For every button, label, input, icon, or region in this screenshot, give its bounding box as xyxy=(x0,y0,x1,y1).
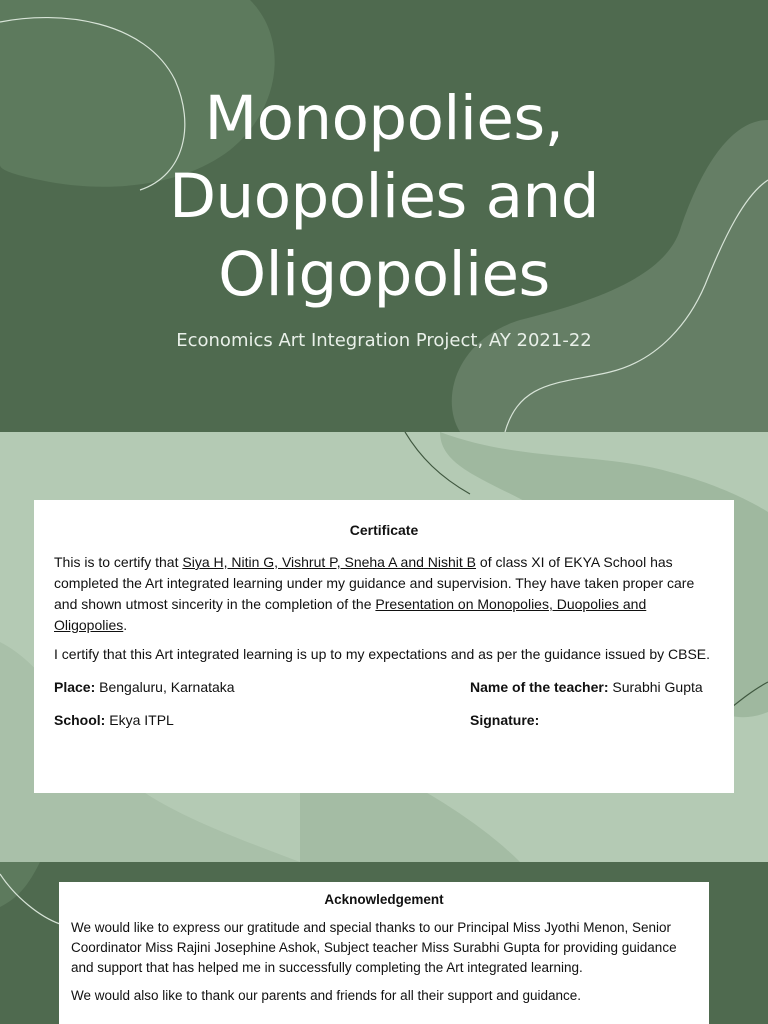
teacher-value: Surabhi Gupta xyxy=(608,679,703,695)
certificate-paragraph-1 xyxy=(54,552,714,636)
acknowledgement-paragraph-1: We would like to express our gratitude and special thanks to our Principal Miss Jyothi Menon, Senior Coordinator Miss Rajini Josephine Ashok, Subject teacher Miss Surabhi Gupta for providing guidance and support that has helped me in successfully completing the Art integrated learning. xyxy=(71,920,677,975)
presentation-subtitle: Economics Art Integration Project, AY 2021-22 xyxy=(176,330,592,351)
presentation-title xyxy=(0,80,768,314)
school-field xyxy=(54,710,470,731)
place-label: Place: xyxy=(54,679,96,695)
certificate-body-text: of class XI of EKYA School has completed the Art integrated learning under my guidance and supervision. They have taken proper care and shown utmost sincerity in the completion of the xyxy=(54,554,695,612)
title-line-2: Duopolies and xyxy=(169,161,599,232)
place-field xyxy=(54,677,470,698)
certificate-paragraph-2: I certify that this Art integrated learning is up to my expectations and as per the guidance issued by CBSE. xyxy=(54,646,711,662)
school-label: School: xyxy=(54,712,106,728)
signature-field xyxy=(470,710,714,731)
teacher-field xyxy=(470,677,714,698)
title-slide xyxy=(0,0,768,432)
signature-label: Signature: xyxy=(470,712,540,728)
title-line-3: Oligopolies xyxy=(218,239,550,310)
place-value: Bengaluru, Karnataka xyxy=(95,679,235,695)
certificate-heading: Certificate xyxy=(349,522,419,538)
title-line-1: Monopolies, xyxy=(204,83,564,154)
certificate-card xyxy=(34,500,734,793)
acknowledgement-slide xyxy=(0,862,768,1024)
acknowledgement-heading: Acknowledgement xyxy=(324,892,444,907)
teacher-label: Name of the teacher: xyxy=(470,679,609,695)
certificate-intro-text: This is to certify that xyxy=(54,554,183,570)
school-signature-row xyxy=(54,710,714,731)
certificate-slide xyxy=(0,432,768,862)
presentation-name: Presentation on Monopolies, Duopolies and Oligopolies xyxy=(54,596,647,633)
place-teacher-row xyxy=(54,677,714,698)
student-names: Siya H, Nitin G, Vishrut P, Sneha A and Nishit B xyxy=(182,554,477,570)
school-value: Ekya ITPL xyxy=(105,712,174,728)
period-text: . xyxy=(123,617,128,633)
acknowledgement-card xyxy=(59,882,709,1024)
acknowledgement-paragraph-2: We would also like to thank our parents and friends for all their support and guidance. xyxy=(71,988,582,1003)
